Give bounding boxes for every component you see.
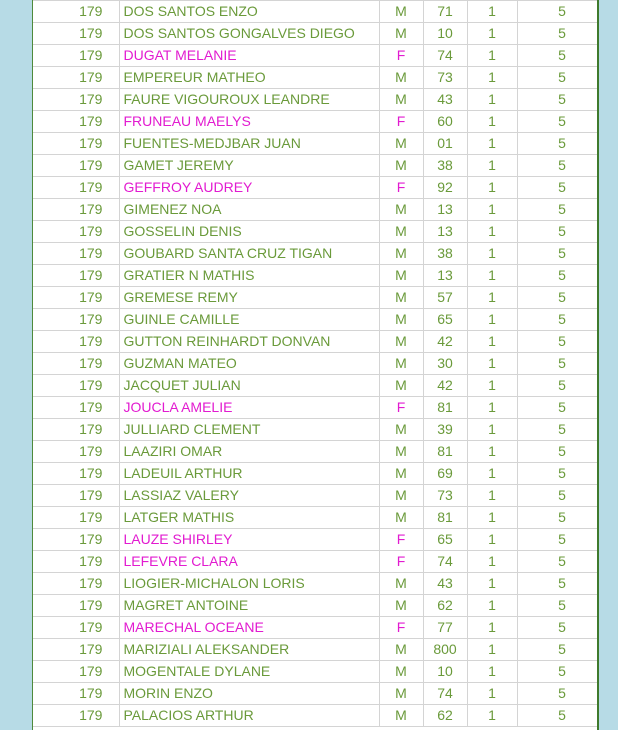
club-cell[interactable]: 179 xyxy=(33,309,119,331)
age-cell[interactable]: 38 xyxy=(423,243,467,265)
rank-cell[interactable]: 5 xyxy=(517,1,597,23)
sex-cell[interactable]: F xyxy=(379,111,423,133)
club-cell[interactable]: 179 xyxy=(33,177,119,199)
table-row[interactable] xyxy=(33,199,597,221)
club-cell[interactable]: 179 xyxy=(33,353,119,375)
club-cell[interactable]: 179 xyxy=(33,441,119,463)
age-cell[interactable]: 10 xyxy=(423,23,467,45)
rank-cell[interactable]: 5 xyxy=(517,287,597,309)
age-cell[interactable]: 73 xyxy=(423,67,467,89)
sex-cell[interactable]: F xyxy=(379,397,423,419)
rank-cell[interactable]: 5 xyxy=(517,661,597,683)
club-cell[interactable]: 179 xyxy=(33,529,119,551)
name-cell[interactable]: MAGRET ANTOINE xyxy=(119,595,379,617)
name-cell[interactable]: GUTTON REINHARDT DONVAN xyxy=(119,331,379,353)
table-row[interactable] xyxy=(33,265,597,287)
name-cell[interactable]: DOS SANTOS GONGALVES DIEGO xyxy=(119,23,379,45)
sex-cell[interactable]: M xyxy=(379,705,423,727)
club-cell[interactable]: 179 xyxy=(33,331,119,353)
age-cell[interactable]: 81 xyxy=(423,441,467,463)
table-row[interactable] xyxy=(33,397,597,419)
category-cell[interactable]: 1 xyxy=(467,485,517,507)
club-cell[interactable]: 179 xyxy=(33,111,119,133)
category-cell[interactable]: 1 xyxy=(467,639,517,661)
rank-cell[interactable]: 5 xyxy=(517,353,597,375)
sex-cell[interactable]: M xyxy=(379,485,423,507)
category-cell[interactable]: 1 xyxy=(467,375,517,397)
category-cell[interactable]: 1 xyxy=(467,419,517,441)
name-cell[interactable]: LAUZE SHIRLEY xyxy=(119,529,379,551)
table-row[interactable] xyxy=(33,177,597,199)
category-cell[interactable]: 1 xyxy=(467,441,517,463)
rank-cell[interactable]: 5 xyxy=(517,265,597,287)
sex-cell[interactable]: M xyxy=(379,287,423,309)
category-cell[interactable]: 1 xyxy=(467,23,517,45)
rank-cell[interactable]: 5 xyxy=(517,309,597,331)
club-cell[interactable]: 179 xyxy=(33,243,119,265)
rank-cell[interactable]: 5 xyxy=(517,551,597,573)
sex-cell[interactable]: M xyxy=(379,89,423,111)
rank-cell[interactable]: 5 xyxy=(517,573,597,595)
rank-cell[interactable]: 5 xyxy=(517,199,597,221)
name-cell[interactable]: GAMET JEREMY xyxy=(119,155,379,177)
club-cell[interactable]: 179 xyxy=(33,419,119,441)
age-cell[interactable]: 74 xyxy=(423,551,467,573)
sex-cell[interactable]: M xyxy=(379,1,423,23)
club-cell[interactable]: 179 xyxy=(33,23,119,45)
sex-cell[interactable]: M xyxy=(379,463,423,485)
club-cell[interactable]: 179 xyxy=(33,639,119,661)
category-cell[interactable]: 1 xyxy=(467,265,517,287)
table-row[interactable] xyxy=(33,89,597,111)
age-cell[interactable]: 62 xyxy=(423,595,467,617)
name-cell[interactable]: EMPEREUR MATHEO xyxy=(119,67,379,89)
age-cell[interactable]: 13 xyxy=(423,221,467,243)
table-row[interactable] xyxy=(33,463,597,485)
table-row[interactable] xyxy=(33,683,597,705)
age-cell[interactable]: 71 xyxy=(423,1,467,23)
category-cell[interactable]: 1 xyxy=(467,661,517,683)
sex-cell[interactable]: M xyxy=(379,419,423,441)
sex-cell[interactable]: M xyxy=(379,133,423,155)
table-row[interactable] xyxy=(33,617,597,639)
table-row[interactable] xyxy=(33,287,597,309)
sex-cell[interactable]: M xyxy=(379,507,423,529)
name-cell[interactable]: FUENTES-MEDJBAR JUAN xyxy=(119,133,379,155)
table-row[interactable] xyxy=(33,243,597,265)
club-cell[interactable]: 179 xyxy=(33,573,119,595)
category-cell[interactable]: 1 xyxy=(467,133,517,155)
sex-cell[interactable]: F xyxy=(379,551,423,573)
club-cell[interactable]: 179 xyxy=(33,45,119,67)
category-cell[interactable]: 1 xyxy=(467,551,517,573)
rank-cell[interactable]: 5 xyxy=(517,419,597,441)
age-cell[interactable]: 13 xyxy=(423,199,467,221)
participants-table xyxy=(33,0,598,727)
table-row[interactable] xyxy=(33,353,597,375)
age-cell[interactable]: 800 xyxy=(423,639,467,661)
table-row[interactable] xyxy=(33,375,597,397)
name-cell[interactable]: GIMENEZ NOA xyxy=(119,199,379,221)
rank-cell[interactable]: 5 xyxy=(517,507,597,529)
table-row[interactable] xyxy=(33,309,597,331)
age-cell[interactable]: 30 xyxy=(423,353,467,375)
category-cell[interactable]: 1 xyxy=(467,177,517,199)
sex-cell[interactable]: F xyxy=(379,45,423,67)
club-cell[interactable]: 179 xyxy=(33,133,119,155)
club-cell[interactable]: 179 xyxy=(33,485,119,507)
sex-cell[interactable]: M xyxy=(379,573,423,595)
rank-cell[interactable]: 5 xyxy=(517,111,597,133)
sex-cell[interactable]: M xyxy=(379,661,423,683)
table-row[interactable] xyxy=(33,551,597,573)
rank-cell[interactable]: 5 xyxy=(517,683,597,705)
rank-cell[interactable]: 5 xyxy=(517,133,597,155)
name-cell[interactable]: DOS SANTOS ENZO xyxy=(119,1,379,23)
club-cell[interactable]: 179 xyxy=(33,595,119,617)
club-cell[interactable]: 179 xyxy=(33,551,119,573)
rank-cell[interactable]: 5 xyxy=(517,639,597,661)
rank-cell[interactable]: 5 xyxy=(517,221,597,243)
age-cell[interactable]: 57 xyxy=(423,287,467,309)
sex-cell[interactable]: M xyxy=(379,595,423,617)
category-cell[interactable]: 1 xyxy=(467,705,517,727)
age-cell[interactable]: 42 xyxy=(423,331,467,353)
rank-cell[interactable]: 5 xyxy=(517,485,597,507)
sex-cell[interactable]: M xyxy=(379,353,423,375)
sex-cell[interactable]: F xyxy=(379,617,423,639)
club-cell[interactable]: 179 xyxy=(33,265,119,287)
age-cell[interactable]: 73 xyxy=(423,485,467,507)
rank-cell[interactable]: 5 xyxy=(517,67,597,89)
name-cell[interactable]: MORIN ENZO xyxy=(119,683,379,705)
sex-cell[interactable]: M xyxy=(379,331,423,353)
club-cell[interactable]: 179 xyxy=(33,683,119,705)
name-cell[interactable]: MARECHAL OCEANE xyxy=(119,617,379,639)
table-row[interactable] xyxy=(33,529,597,551)
rank-cell[interactable]: 5 xyxy=(517,331,597,353)
name-cell[interactable]: MOGENTALE DYLANE xyxy=(119,661,379,683)
rank-cell[interactable]: 5 xyxy=(517,705,597,727)
name-cell[interactable]: LIOGIER-MICHALON LORIS xyxy=(119,573,379,595)
age-cell[interactable]: 65 xyxy=(423,309,467,331)
name-cell[interactable]: GUZMAN MATEO xyxy=(119,353,379,375)
sex-cell[interactable]: M xyxy=(379,683,423,705)
category-cell[interactable]: 1 xyxy=(467,683,517,705)
sex-cell[interactable]: F xyxy=(379,177,423,199)
club-cell[interactable]: 179 xyxy=(33,463,119,485)
table-row[interactable] xyxy=(33,155,597,177)
rank-cell[interactable]: 5 xyxy=(517,463,597,485)
table-row[interactable] xyxy=(33,133,597,155)
sex-cell[interactable]: M xyxy=(379,441,423,463)
age-cell[interactable]: 42 xyxy=(423,375,467,397)
age-cell[interactable]: 81 xyxy=(423,507,467,529)
name-cell[interactable]: JULLIARD CLEMENT xyxy=(119,419,379,441)
sex-cell[interactable]: M xyxy=(379,155,423,177)
club-cell[interactable]: 179 xyxy=(33,397,119,419)
club-cell[interactable]: 179 xyxy=(33,661,119,683)
club-cell[interactable]: 179 xyxy=(33,375,119,397)
table-row[interactable] xyxy=(33,111,597,133)
age-cell[interactable]: 62 xyxy=(423,705,467,727)
club-cell[interactable]: 179 xyxy=(33,155,119,177)
name-cell[interactable]: FRUNEAU MAELYS xyxy=(119,111,379,133)
name-cell[interactable]: PALACIOS ARTHUR xyxy=(119,705,379,727)
name-cell[interactable]: LATGER MATHIS xyxy=(119,507,379,529)
name-cell[interactable]: FAURE VIGOUROUX LEANDRE xyxy=(119,89,379,111)
rank-cell[interactable]: 5 xyxy=(517,45,597,67)
table-row[interactable] xyxy=(33,67,597,89)
name-cell[interactable]: LAAZIRI OMAR xyxy=(119,441,379,463)
rank-cell[interactable]: 5 xyxy=(517,155,597,177)
age-cell[interactable]: 01 xyxy=(423,133,467,155)
age-cell[interactable]: 10 xyxy=(423,661,467,683)
club-cell[interactable]: 179 xyxy=(33,507,119,529)
rank-cell[interactable]: 5 xyxy=(517,23,597,45)
club-cell[interactable]: 179 xyxy=(33,617,119,639)
category-cell[interactable]: 1 xyxy=(467,617,517,639)
table-row[interactable] xyxy=(33,23,597,45)
club-cell[interactable]: 179 xyxy=(33,221,119,243)
sex-cell[interactable]: M xyxy=(379,309,423,331)
club-cell[interactable]: 179 xyxy=(33,705,119,727)
category-cell[interactable]: 1 xyxy=(467,331,517,353)
age-cell[interactable]: 92 xyxy=(423,177,467,199)
sex-cell[interactable]: M xyxy=(379,639,423,661)
name-cell[interactable]: DUGAT MELANIE xyxy=(119,45,379,67)
table-row[interactable] xyxy=(33,573,597,595)
name-cell[interactable]: LEFEVRE CLARA xyxy=(119,551,379,573)
category-cell[interactable]: 1 xyxy=(467,397,517,419)
category-cell[interactable]: 1 xyxy=(467,155,517,177)
table-row[interactable] xyxy=(33,441,597,463)
sex-cell[interactable]: M xyxy=(379,221,423,243)
age-cell[interactable]: 81 xyxy=(423,397,467,419)
sex-cell[interactable]: M xyxy=(379,67,423,89)
table-row[interactable] xyxy=(33,661,597,683)
sex-cell[interactable]: M xyxy=(379,23,423,45)
table-row[interactable] xyxy=(33,485,597,507)
age-cell[interactable]: 77 xyxy=(423,617,467,639)
table-row[interactable] xyxy=(33,221,597,243)
category-cell[interactable]: 1 xyxy=(467,463,517,485)
rank-cell[interactable]: 5 xyxy=(517,441,597,463)
category-cell[interactable]: 1 xyxy=(467,243,517,265)
club-cell[interactable]: 179 xyxy=(33,1,119,23)
table-row[interactable] xyxy=(33,1,597,23)
category-cell[interactable]: 1 xyxy=(467,573,517,595)
rank-cell[interactable]: 5 xyxy=(517,529,597,551)
category-cell[interactable]: 1 xyxy=(467,89,517,111)
table-row[interactable] xyxy=(33,419,597,441)
rank-cell[interactable]: 5 xyxy=(517,243,597,265)
sex-cell[interactable]: M xyxy=(379,265,423,287)
category-cell[interactable]: 1 xyxy=(467,199,517,221)
rank-cell[interactable]: 5 xyxy=(517,89,597,111)
table-row[interactable] xyxy=(33,331,597,353)
table-row[interactable] xyxy=(33,45,597,67)
name-cell[interactable]: JACQUET JULIAN xyxy=(119,375,379,397)
club-cell[interactable]: 179 xyxy=(33,287,119,309)
category-cell[interactable]: 1 xyxy=(467,529,517,551)
sex-cell[interactable]: M xyxy=(379,199,423,221)
age-cell[interactable]: 60 xyxy=(423,111,467,133)
category-cell[interactable]: 1 xyxy=(467,287,517,309)
category-cell[interactable]: 1 xyxy=(467,67,517,89)
category-cell[interactable]: 1 xyxy=(467,111,517,133)
rank-cell[interactable]: 5 xyxy=(517,177,597,199)
category-cell[interactable]: 1 xyxy=(467,309,517,331)
table-row[interactable] xyxy=(33,595,597,617)
rank-cell[interactable]: 5 xyxy=(517,375,597,397)
age-cell[interactable]: 38 xyxy=(423,155,467,177)
table-row[interactable] xyxy=(33,507,597,529)
age-cell[interactable]: 13 xyxy=(423,265,467,287)
age-cell[interactable]: 74 xyxy=(423,683,467,705)
name-cell[interactable]: JOUCLA AMELIE xyxy=(119,397,379,419)
category-cell[interactable]: 1 xyxy=(467,221,517,243)
name-cell[interactable]: LASSIAZ VALERY xyxy=(119,485,379,507)
rank-cell[interactable]: 5 xyxy=(517,397,597,419)
age-cell[interactable]: 65 xyxy=(423,529,467,551)
category-cell[interactable]: 1 xyxy=(467,45,517,67)
rank-cell[interactable]: 5 xyxy=(517,617,597,639)
age-cell[interactable]: 69 xyxy=(423,463,467,485)
club-cell[interactable]: 179 xyxy=(33,89,119,111)
name-cell[interactable]: GREMESE REMY xyxy=(119,287,379,309)
club-cell[interactable]: 179 xyxy=(33,67,119,89)
age-cell[interactable]: 74 xyxy=(423,45,467,67)
table-row[interactable] xyxy=(33,705,597,727)
name-cell[interactable]: GEFFROY AUDREY xyxy=(119,177,379,199)
category-cell[interactable]: 1 xyxy=(467,595,517,617)
table-body xyxy=(33,1,597,727)
category-cell[interactable]: 1 xyxy=(467,507,517,529)
name-cell[interactable]: GOUBARD SANTA CRUZ TIGAN xyxy=(119,243,379,265)
age-cell[interactable]: 39 xyxy=(423,419,467,441)
name-cell[interactable]: GOSSELIN DENIS xyxy=(119,221,379,243)
age-cell[interactable]: 43 xyxy=(423,89,467,111)
spreadsheet-sheet xyxy=(32,0,599,730)
name-cell[interactable]: MARIZIALI ALEKSANDER xyxy=(119,639,379,661)
name-cell[interactable]: GRATIER N MATHIS xyxy=(119,265,379,287)
sex-cell[interactable]: M xyxy=(379,375,423,397)
age-cell[interactable]: 43 xyxy=(423,573,467,595)
category-cell[interactable]: 1 xyxy=(467,1,517,23)
table-row[interactable] xyxy=(33,639,597,661)
name-cell[interactable]: GUINLE CAMILLE xyxy=(119,309,379,331)
category-cell[interactable]: 1 xyxy=(467,353,517,375)
name-cell[interactable]: LADEUIL ARTHUR xyxy=(119,463,379,485)
club-cell[interactable]: 179 xyxy=(33,199,119,221)
sex-cell[interactable]: F xyxy=(379,529,423,551)
rank-cell[interactable]: 5 xyxy=(517,595,597,617)
sex-cell[interactable]: M xyxy=(379,243,423,265)
